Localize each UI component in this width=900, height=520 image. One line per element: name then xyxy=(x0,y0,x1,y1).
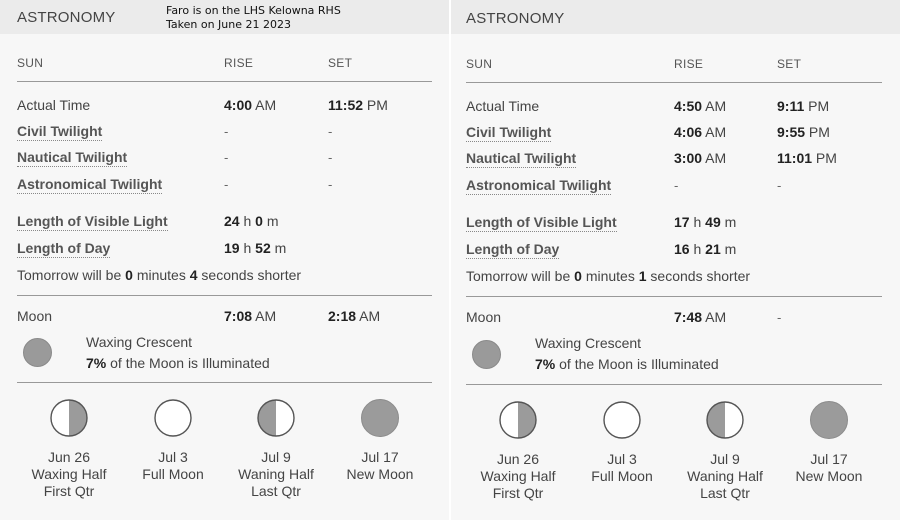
current-moon-icon xyxy=(23,338,52,367)
moon-phase-name: Waxing Crescent xyxy=(535,335,642,351)
note-line-2: Taken on June 21 2023 xyxy=(166,18,291,31)
phase-subname: First Qtr xyxy=(492,485,544,501)
moon-illumination: 7% of the Moon is Illuminated xyxy=(86,355,270,371)
rise-column-header: RISE xyxy=(674,57,704,71)
nautical-twilight-rise: - xyxy=(224,150,229,165)
moon-label: Moon xyxy=(466,309,502,325)
phase-name: Full Moon xyxy=(142,466,204,482)
nautical-twilight-set: - xyxy=(328,150,333,165)
nautical-twilight-link[interactable]: Nautical Twilight xyxy=(17,149,128,165)
civil-twilight-link[interactable]: Civil Twilight xyxy=(466,124,552,140)
moon-phase-name: Waxing Crescent xyxy=(86,334,193,350)
astronomical-twilight-link[interactable]: Astronomical Twilight xyxy=(466,177,612,193)
moon-rise: 7:08 AM xyxy=(224,308,277,324)
phase-date: Jul 3 xyxy=(158,449,188,465)
phase-first-quarter xyxy=(29,398,109,500)
visible-light-value: 17 h 49 m xyxy=(674,214,737,230)
length-of-day-link[interactable]: Length of Day xyxy=(466,241,560,257)
phase-new-moon xyxy=(340,398,420,483)
visible-light-value: 24 h 0 m xyxy=(224,213,279,229)
phase-full-moon xyxy=(582,400,662,485)
divider xyxy=(17,382,432,383)
phase-name: New Moon xyxy=(346,466,414,482)
moon-set: 2:18 AM xyxy=(328,308,381,324)
phase-date: Jul 3 xyxy=(607,451,637,467)
phase-first-quarter xyxy=(478,400,558,502)
set-column-header: SET xyxy=(328,56,353,70)
panel-header xyxy=(0,0,449,34)
tomorrow-change-text: Tomorrow will be 0 minutes 4 seconds shorter xyxy=(17,267,302,283)
phase-name: Full Moon xyxy=(591,468,653,484)
astronomy-panel-faro xyxy=(0,0,449,520)
divider xyxy=(17,295,432,296)
phase-date: Jul 9 xyxy=(261,449,291,465)
astronomical-twilight-set: - xyxy=(777,178,782,193)
sun-column-header: SUN xyxy=(17,56,44,70)
phase-date: Jul 17 xyxy=(361,449,399,465)
nautical-twilight-link[interactable]: Nautical Twilight xyxy=(466,150,577,166)
phase-last-quarter xyxy=(236,398,316,500)
current-moon-icon xyxy=(472,340,501,369)
phase-name: New Moon xyxy=(795,468,863,484)
panel-title: ASTRONOMY xyxy=(17,9,116,26)
length-of-day-value: 16 h 21 m xyxy=(674,241,737,257)
tomorrow-change-text: Tomorrow will be 0 minutes 1 seconds shorter xyxy=(466,268,751,284)
actual-time-label: Actual Time xyxy=(466,98,540,114)
length-of-day-value: 19 h 52 m xyxy=(224,240,287,256)
actual-time-set: 11:52 PM xyxy=(328,97,388,113)
sun-column-header: SUN xyxy=(466,57,493,71)
note-line-1: Faro is on the LHS Kelowna RHS xyxy=(166,4,341,17)
phase-date: Jul 9 xyxy=(710,451,740,467)
phase-name: Waning Half xyxy=(687,468,763,484)
civil-twilight-rise: - xyxy=(224,124,229,139)
length-of-day-link[interactable]: Length of Day xyxy=(17,240,111,256)
rise-column-header: RISE xyxy=(224,56,254,70)
civil-twilight-set: - xyxy=(328,124,333,139)
first-quarter-moon-icon xyxy=(498,400,538,440)
phase-last-quarter xyxy=(685,400,765,502)
visible-light-link[interactable]: Length of Visible Light xyxy=(17,213,168,229)
phase-date: Jul 17 xyxy=(810,451,848,467)
phase-name: Waxing Half xyxy=(480,468,556,484)
civil-twilight-rise: 4:06 AM xyxy=(674,124,727,140)
civil-twilight-set: 9:55 PM xyxy=(777,124,830,140)
astronomical-twilight-link[interactable]: Astronomical Twilight xyxy=(17,176,163,192)
phase-full-moon xyxy=(133,398,213,483)
new-moon-icon xyxy=(809,400,849,440)
astronomical-twilight-rise: - xyxy=(224,177,229,192)
last-quarter-moon-icon xyxy=(256,398,296,438)
phase-name: Waxing Half xyxy=(31,466,107,482)
moon-illumination: 7% of the Moon is Illuminated xyxy=(535,356,719,372)
nautical-twilight-rise: 3:00 AM xyxy=(674,150,727,166)
phase-subname: Last Qtr xyxy=(251,483,301,499)
screenshot-note xyxy=(166,4,341,32)
actual-time-label: Actual Time xyxy=(17,97,91,113)
phase-subname: First Qtr xyxy=(43,483,95,499)
visible-light-link[interactable]: Length of Visible Light xyxy=(466,214,617,230)
full-moon-icon xyxy=(153,398,193,438)
phase-name: Waning Half xyxy=(238,466,314,482)
panel-header xyxy=(451,0,900,34)
phase-new-moon xyxy=(789,400,869,485)
astronomical-twilight-rise: - xyxy=(674,178,679,193)
civil-twilight-link[interactable]: Civil Twilight xyxy=(17,123,103,139)
astronomy-panel-kelowna xyxy=(451,0,900,520)
moon-rise: 7:48 AM xyxy=(674,309,727,325)
moon-label: Moon xyxy=(17,308,53,324)
last-quarter-moon-icon xyxy=(705,400,745,440)
first-quarter-moon-icon xyxy=(49,398,89,438)
astronomical-twilight-set: - xyxy=(328,177,333,192)
phase-subname: Last Qtr xyxy=(700,485,750,501)
panel-title: ASTRONOMY xyxy=(466,10,565,27)
phase-date: Jun 26 xyxy=(47,449,91,465)
divider xyxy=(466,296,882,297)
divider xyxy=(466,82,882,83)
full-moon-icon xyxy=(602,400,642,440)
divider xyxy=(17,81,432,82)
new-moon-icon xyxy=(360,398,400,438)
actual-time-set: 9:11 PM xyxy=(777,98,830,114)
actual-time-rise: 4:00 AM xyxy=(224,97,277,113)
moon-set: - xyxy=(777,310,782,325)
nautical-twilight-set: 11:01 PM xyxy=(777,150,837,166)
phase-date: Jun 26 xyxy=(496,451,540,467)
set-column-header: SET xyxy=(777,57,802,71)
divider xyxy=(466,384,882,385)
actual-time-rise: 4:50 AM xyxy=(674,98,727,114)
